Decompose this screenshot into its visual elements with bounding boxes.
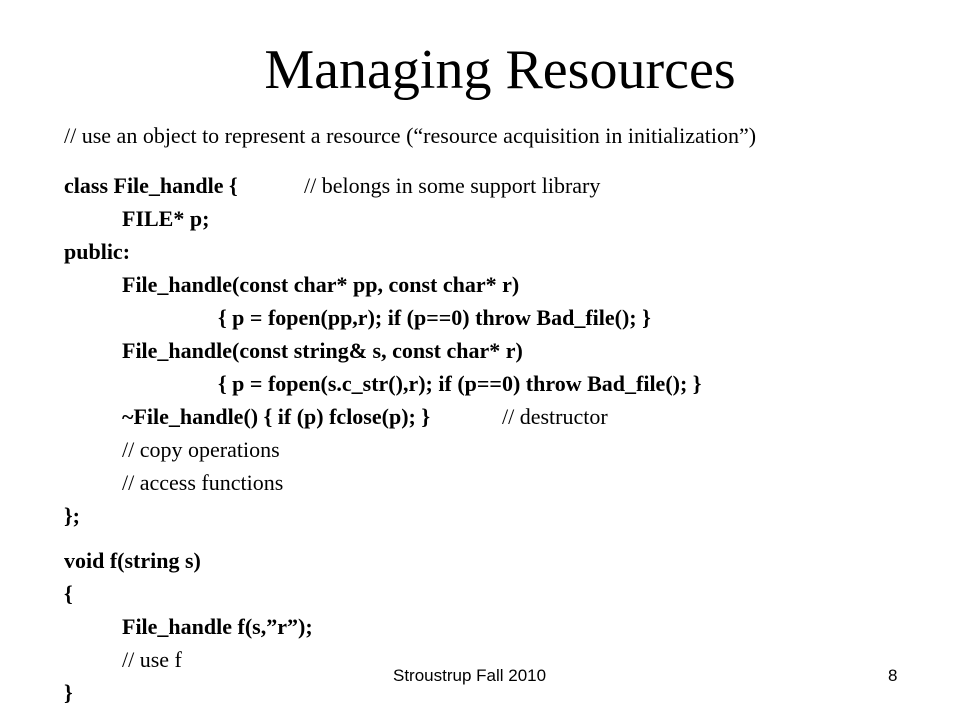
- code-func-sig: void f(string s): [64, 548, 201, 573]
- slide-page-number: 8: [888, 666, 898, 685]
- code-ctor1-sig: File_handle(const char* pp, const char* r): [122, 272, 520, 297]
- code-class-decl: class File_handle {: [64, 173, 238, 198]
- slide-title: Managing Resources: [264, 39, 736, 101]
- code-dtor: ~File_handle() { if (p) fclose(p); }: [122, 404, 431, 429]
- code-dtor-comment: // destructor: [502, 404, 608, 429]
- code-func-close: }: [64, 680, 73, 705]
- code-access-comment: // access functions: [122, 470, 284, 495]
- code-public-label: public:: [64, 239, 131, 264]
- code-ctor1-body: { p = fopen(pp,r); if (p==0) throw Bad_file(); }: [218, 305, 651, 330]
- code-func-open: {: [64, 581, 73, 606]
- code-ctor2-sig: File_handle(const string& s, const char* r): [122, 338, 523, 363]
- slide-footer: Stroustrup Fall 2010: [393, 666, 547, 685]
- code-copy-comment: // copy operations: [122, 437, 280, 462]
- code-ctor2-body: { p = fopen(s.c_str(),r); if (p==0) throw Bad_file(); }: [218, 371, 702, 396]
- code-func-stmt: File_handle f(s,”r”);: [122, 614, 313, 639]
- code-class-comment: // belongs in some support library: [304, 173, 601, 198]
- code-func-comment: // use f: [122, 647, 182, 672]
- slide-subtitle: // use an object to represent a resource (“resource acquisition in initialization”): [64, 123, 757, 148]
- code-member: FILE* p;: [122, 206, 210, 231]
- code-class-end: };: [64, 503, 80, 528]
